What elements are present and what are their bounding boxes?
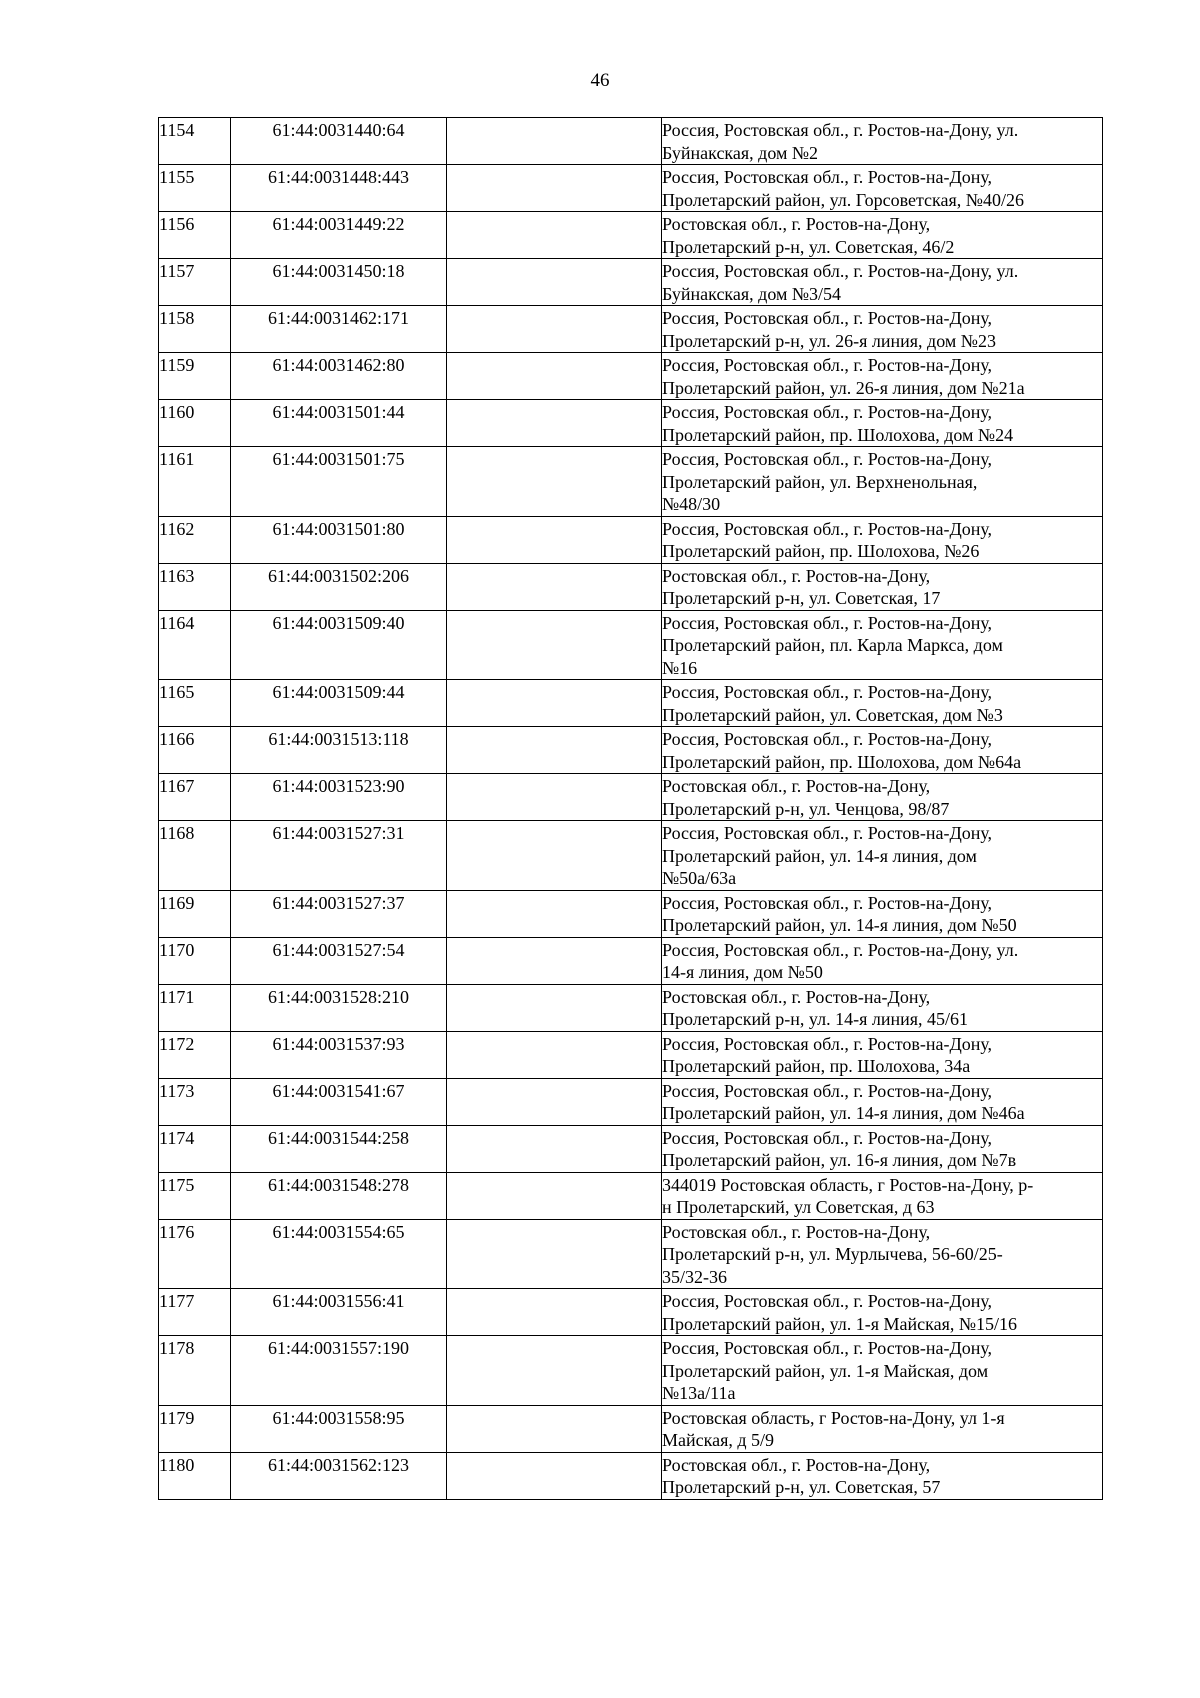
table-row <box>159 1336 1103 1406</box>
row-number: 1159 <box>159 353 231 400</box>
row-number: 1177 <box>159 1289 231 1336</box>
address-cell <box>662 1172 1103 1219</box>
table-row <box>159 1289 1103 1336</box>
table-row <box>159 1031 1103 1078</box>
cadastral-number: 61:44:0031544:258 <box>231 1125 447 1172</box>
address-line: Ростовская обл., г. Ростов-на-Дону, <box>662 1454 931 1475</box>
row-number: 1156 <box>159 212 231 259</box>
cadastral-number: 61:44:0031509:40 <box>231 610 447 680</box>
address-line: Пролетарский район, ул. Верхненольная, <box>662 471 978 492</box>
cadastral-number: 61:44:0031562:123 <box>231 1452 447 1499</box>
table-row <box>159 212 1103 259</box>
cadastral-number: 61:44:0031537:93 <box>231 1031 447 1078</box>
address-line: Пролетарский р-н, ул. Ченцова, 98/87 <box>662 798 950 819</box>
address-cell <box>662 727 1103 774</box>
table-row <box>159 1078 1103 1125</box>
empty-cell <box>447 353 662 400</box>
address-line: Россия, Ростовская обл., г. Ростов-на-Дону, ул. <box>662 939 1019 960</box>
empty-cell <box>447 447 662 517</box>
address-line: Ростовская область, г Ростов-на-Дону, ул 1-я <box>662 1407 1005 1428</box>
table-row <box>159 1219 1103 1289</box>
empty-cell <box>447 1172 662 1219</box>
address-cell <box>662 353 1103 400</box>
cadastral-registry-table <box>158 117 1103 1500</box>
row-number: 1178 <box>159 1336 231 1406</box>
cadastral-number: 61:44:0031501:44 <box>231 400 447 447</box>
address-line: Россия, Ростовская обл., г. Ростов-на-Дону, <box>662 518 993 539</box>
address-line: Россия, Ростовская обл., г. Ростов-на-Дону, <box>662 1338 993 1358</box>
address-line: Россия, Ростовская обл., г. Ростов-на-Дону, <box>662 355 993 375</box>
address-line: н Пролетарский, ул Советская, д 63 <box>662 1197 935 1217</box>
row-number: 1163 <box>159 563 231 610</box>
table-row <box>159 610 1103 680</box>
table-row <box>159 400 1103 447</box>
address-cell <box>662 563 1103 610</box>
empty-cell <box>447 610 662 680</box>
table-row <box>159 1125 1103 1172</box>
address-line: Пролетарский район, ул. 1-я Майская, дом <box>662 1360 989 1381</box>
cadastral-number: 61:44:0031523:90 <box>231 774 447 821</box>
empty-cell <box>447 1078 662 1125</box>
address-line: Майская, д 5/9 <box>662 1430 775 1450</box>
address-line: Ростовская обл., г. Ростов-на-Дону, <box>662 986 931 1007</box>
row-number: 1171 <box>159 984 231 1031</box>
cadastral-number: 61:44:0031509:44 <box>231 680 447 727</box>
row-number: 1167 <box>159 774 231 821</box>
address-cell <box>662 680 1103 727</box>
cadastral-number: 61:44:0031440:64 <box>231 118 447 165</box>
table-row <box>159 259 1103 306</box>
address-line: 344019 Ростовская область, г Ростов-на-Дону, р- <box>662 1174 1034 1195</box>
empty-cell <box>447 516 662 563</box>
cadastral-number: 61:44:0031462:171 <box>231 306 447 353</box>
address-cell <box>662 1031 1103 1078</box>
address-cell <box>662 984 1103 1031</box>
cadastral-number: 61:44:0031501:75 <box>231 447 447 517</box>
address-cell <box>662 447 1103 517</box>
table-row <box>159 680 1103 727</box>
address-line: Буйнакская, дом №2 <box>662 142 819 163</box>
row-number: 1169 <box>159 890 231 937</box>
cadastral-number: 61:44:0031527:54 <box>231 937 447 984</box>
cadastral-number: 61:44:0031450:18 <box>231 259 447 306</box>
address-line: Россия, Ростовская обл., г. Ростов-на-Дону, <box>662 1127 993 1148</box>
address-cell <box>662 1336 1103 1406</box>
address-line: №13а/11а <box>662 1383 736 1403</box>
empty-cell <box>447 727 662 774</box>
cadastral-number: 61:44:0031548:278 <box>231 1172 447 1219</box>
address-line: Пролетарский р-н, ул. Советская, 57 <box>662 1477 941 1497</box>
address-cell <box>662 400 1103 447</box>
row-number: 1155 <box>159 165 231 212</box>
address-cell <box>662 937 1103 984</box>
table-row <box>159 937 1103 984</box>
address-line: Россия, Ростовская обл., г. Ростов-на-Дону, <box>662 729 993 749</box>
empty-cell <box>447 774 662 821</box>
address-line: Пролетарский р-н, ул. Советская, 46/2 <box>662 236 955 257</box>
address-line: №16 <box>662 657 698 678</box>
address-cell <box>662 821 1103 891</box>
address-cell <box>662 165 1103 212</box>
address-line: Россия, Ростовская обл., г. Ростов-на-Дону, <box>662 449 993 469</box>
address-line: 35/32-36 <box>662 1266 727 1287</box>
address-line: Пролетарский район, ул. 1-я Майская, №15/16 <box>662 1313 1018 1334</box>
address-line: Россия, Ростовская обл., г. Ростов-на-Дону, <box>662 892 993 913</box>
row-number: 1166 <box>159 727 231 774</box>
empty-cell <box>447 118 662 165</box>
cadastral-number: 61:44:0031527:37 <box>231 890 447 937</box>
row-number: 1172 <box>159 1031 231 1078</box>
cadastral-number: 61:44:0031527:31 <box>231 821 447 891</box>
row-number: 1168 <box>159 821 231 891</box>
address-line: Пролетарский район, ул. 14-я линия, дом №46а <box>662 1103 1025 1123</box>
row-number: 1165 <box>159 680 231 727</box>
cadastral-number: 61:44:0031502:206 <box>231 563 447 610</box>
address-cell <box>662 306 1103 353</box>
cadastral-number: 61:44:0031554:65 <box>231 1219 447 1289</box>
address-cell <box>662 1078 1103 1125</box>
address-line: Пролетарский район, пр. Шолохова, дом №64а <box>662 751 1022 772</box>
address-cell <box>662 774 1103 821</box>
row-number: 1173 <box>159 1078 231 1125</box>
address-cell <box>662 212 1103 259</box>
address-cell <box>662 890 1103 937</box>
address-line: Пролетарский район, пр. Шолохова, №26 <box>662 541 980 561</box>
address-line: Пролетарский район, ул. 16-я линия, дом №7в <box>662 1150 1017 1170</box>
cadastral-number: 61:44:0031541:67 <box>231 1078 447 1125</box>
address-cell <box>662 1219 1103 1289</box>
empty-cell <box>447 984 662 1031</box>
table-row <box>159 118 1103 165</box>
address-cell <box>662 610 1103 680</box>
empty-cell <box>447 306 662 353</box>
address-line: Россия, Ростовская обл., г. Ростов-на-Дону, ул. <box>662 120 1019 140</box>
empty-cell <box>447 400 662 447</box>
address-cell <box>662 516 1103 563</box>
address-line: №48/30 <box>662 494 721 514</box>
table-row <box>159 563 1103 610</box>
address-line: Буйнакская, дом №3/54 <box>662 283 842 304</box>
row-number: 1179 <box>159 1405 231 1452</box>
table-row <box>159 1172 1103 1219</box>
cadastral-number: 61:44:0031462:80 <box>231 353 447 400</box>
address-cell <box>662 259 1103 306</box>
address-line: Ростовская обл., г. Ростов-на-Дону, <box>662 1221 931 1242</box>
empty-cell <box>447 821 662 891</box>
row-number: 1180 <box>159 1452 231 1499</box>
empty-cell <box>447 1405 662 1452</box>
empty-cell <box>447 1452 662 1499</box>
table-row <box>159 774 1103 821</box>
empty-cell <box>447 937 662 984</box>
address-line: Россия, Ростовская обл., г. Ростов-на-Дону, <box>662 682 993 702</box>
address-line: Пролетарский район, ул. Горсоветская, №40/26 <box>662 189 1024 210</box>
row-number: 1175 <box>159 1172 231 1219</box>
address-cell <box>662 118 1103 165</box>
table-row <box>159 984 1103 1031</box>
address-line: Пролетарский район, ул. Советская, дом №3 <box>662 704 1003 725</box>
table-row <box>159 516 1103 563</box>
address-line: Ростовская обл., г. Ростов-на-Дону, <box>662 214 931 234</box>
cadastral-number: 61:44:0031558:95 <box>231 1405 447 1452</box>
row-number: 1154 <box>159 118 231 165</box>
address-line: Пролетарский район, ул. 26-я линия, дом №21а <box>662 377 1025 398</box>
row-number: 1164 <box>159 610 231 680</box>
address-line: №50а/63а <box>662 868 737 888</box>
row-number: 1158 <box>159 306 231 353</box>
table-row <box>159 727 1103 774</box>
empty-cell <box>447 1219 662 1289</box>
cadastral-number: 61:44:0031556:41 <box>231 1289 447 1336</box>
address-line: Пролетарский р-н, ул. Мурлычева, 56-60/25- <box>662 1244 1003 1264</box>
address-line: Ростовская обл., г. Ростов-на-Дону, <box>662 776 931 796</box>
empty-cell <box>447 259 662 306</box>
cadastral-number: 61:44:0031449:22 <box>231 212 447 259</box>
address-line: Россия, Ростовская обл., г. Ростов-на-Дону, <box>662 308 993 328</box>
table-row <box>159 306 1103 353</box>
table-row <box>159 890 1103 937</box>
address-cell <box>662 1125 1103 1172</box>
address-line: Россия, Ростовская обл., г. Ростов-на-Дону, <box>662 1080 993 1101</box>
address-line: Пролетарский район, пл. Карла Маркса, дом <box>662 635 1003 655</box>
address-line: Пролетарский район, ул. 14-я линия, дом <box>662 845 977 866</box>
cadastral-number: 61:44:0031528:210 <box>231 984 447 1031</box>
empty-cell <box>447 1289 662 1336</box>
cadastral-number: 61:44:0031448:443 <box>231 165 447 212</box>
empty-cell <box>447 1031 662 1078</box>
row-number: 1174 <box>159 1125 231 1172</box>
empty-cell <box>447 680 662 727</box>
table-row <box>159 821 1103 891</box>
table-row <box>159 447 1103 517</box>
row-number: 1162 <box>159 516 231 563</box>
row-number: 1161 <box>159 447 231 517</box>
empty-cell <box>447 1336 662 1406</box>
table-row <box>159 353 1103 400</box>
empty-cell <box>447 165 662 212</box>
address-line: Россия, Ростовская обл., г. Ростов-на-Дону, <box>662 167 993 187</box>
table-row <box>159 165 1103 212</box>
address-line: Россия, Ростовская обл., г. Ростов-на-Дону, ул. <box>662 261 1019 281</box>
page-number: 46 <box>590 70 610 91</box>
row-number: 1160 <box>159 400 231 447</box>
table-body <box>159 118 1103 1500</box>
empty-cell <box>447 212 662 259</box>
row-number: 1170 <box>159 937 231 984</box>
empty-cell <box>447 563 662 610</box>
address-line: Россия, Ростовская обл., г. Ростов-на-Дону, <box>662 402 993 422</box>
address-line: Россия, Ростовская обл., г. Ростов-на-Дону, <box>662 1033 993 1054</box>
address-cell <box>662 1289 1103 1336</box>
table-row <box>159 1452 1103 1499</box>
address-line: Пролетарский р-н, ул. 14-я линия, 45/61 <box>662 1009 969 1029</box>
empty-cell <box>447 1125 662 1172</box>
cadastral-number: 61:44:0031557:190 <box>231 1336 447 1406</box>
address-line: Пролетарский район, ул. 14-я линия, дом №50 <box>662 915 1017 935</box>
row-number: 1176 <box>159 1219 231 1289</box>
address-line: Ростовская обл., г. Ростов-на-Дону, <box>662 565 931 586</box>
address-line: Пролетарский район, пр. Шолохова, дом №24 <box>662 424 1014 445</box>
address-cell <box>662 1452 1103 1499</box>
address-line: Пролетарский р-н, ул. Советская, 17 <box>662 588 941 608</box>
address-line: Пролетарский р-н, ул. 26-я линия, дом №23 <box>662 330 996 351</box>
cadastral-number: 61:44:0031513:118 <box>231 727 447 774</box>
table-row <box>159 1405 1103 1452</box>
row-number: 1157 <box>159 259 231 306</box>
address-line: 14-я линия, дом №50 <box>662 962 823 982</box>
address-line: Россия, Ростовская обл., г. Ростов-на-Дону, <box>662 612 993 633</box>
address-line: Пролетарский район, пр. Шолохова, 34а <box>662 1056 971 1076</box>
address-line: Россия, Ростовская обл., г. Ростов-на-Дону, <box>662 1291 993 1311</box>
cadastral-number: 61:44:0031501:80 <box>231 516 447 563</box>
empty-cell <box>447 890 662 937</box>
address-cell <box>662 1405 1103 1452</box>
address-line: Россия, Ростовская обл., г. Ростов-на-Дону, <box>662 823 993 843</box>
